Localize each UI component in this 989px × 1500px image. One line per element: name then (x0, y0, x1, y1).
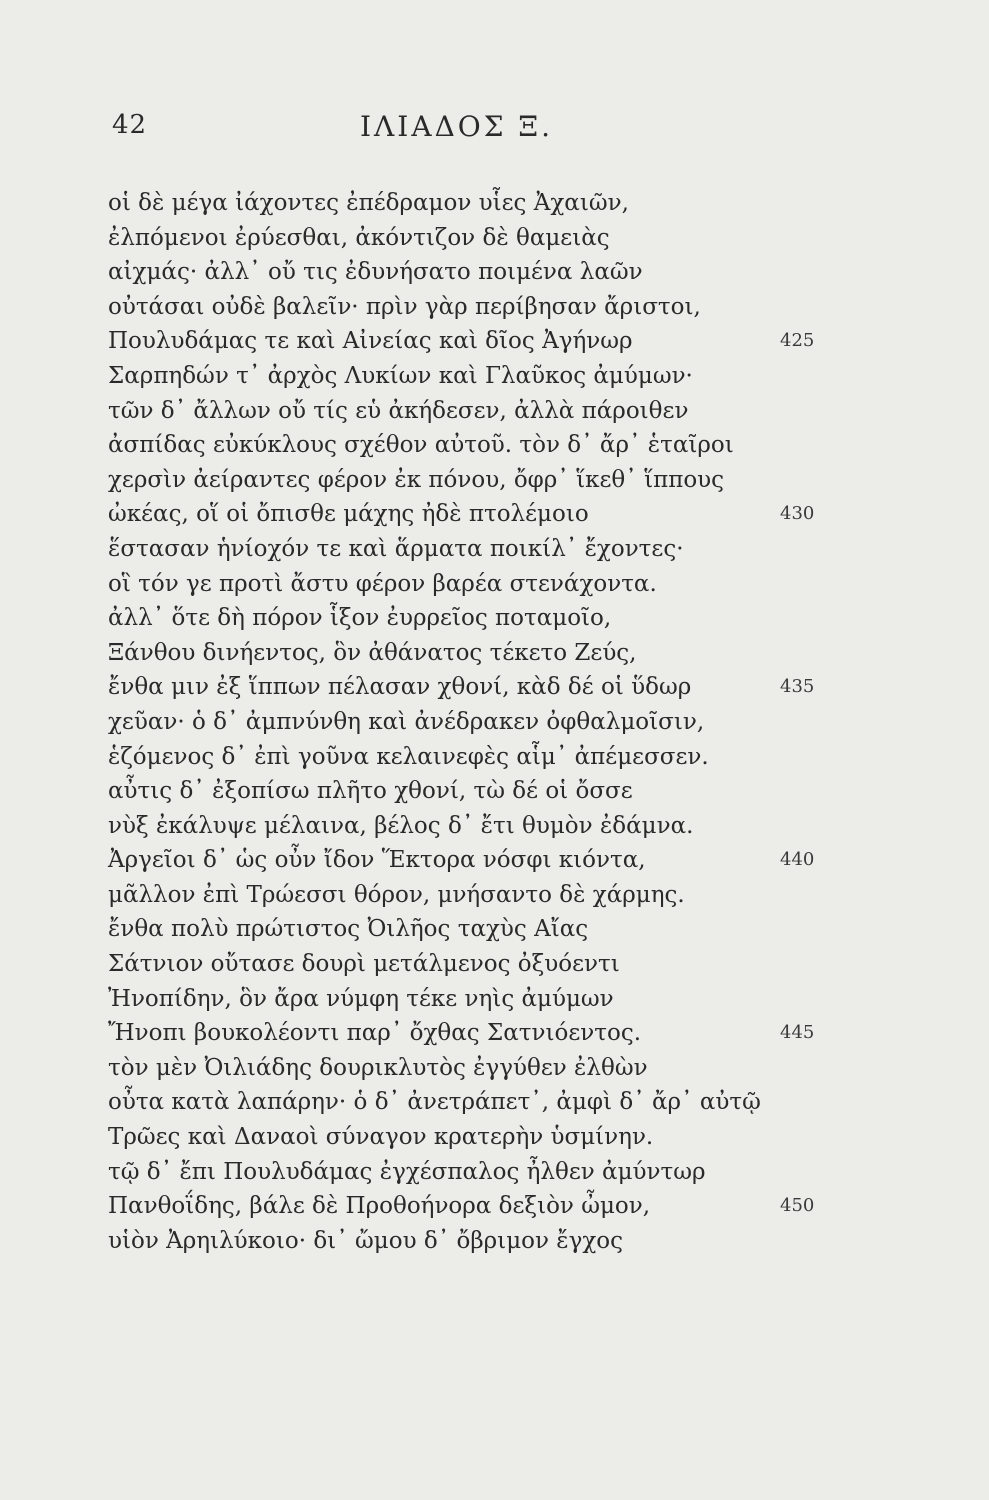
verse-line (108, 1051, 868, 1086)
verse-line (108, 705, 868, 740)
verse-line (108, 774, 868, 809)
verse-text: Πουλυδάμας τε καὶ Αἰνείας καὶ δῖος Ἀγήνωρ (108, 328, 633, 355)
verse-text: Σάτνιον οὔτασε δουρὶ μετάλμενος ὀξυόεντι (108, 951, 620, 978)
verse-text: οὖτα κατὰ λαπάρην· ὁ δ᾽ ἀνετράπετ᾽, ἀμφὶ δ᾽ ἄρ᾽ αὐτῷ (108, 1089, 761, 1116)
verse-text: χεῦαν· ὁ δ᾽ ἀμπνύνθη καὶ ἀνέδρακεν ὀφθαλμοῖσιν, (108, 708, 705, 735)
line-number: 450 (780, 1195, 815, 1217)
verse-text: Ἀργεῖοι δ᾽ ὡς οὖν ἴδον Ἕκτορα νόσφι κιόντα, (108, 847, 646, 874)
verse-text: οἱ δὲ μέγα ἰάχοντες ἐπέδραμον υἷες Ἀχαιῶν, (108, 190, 629, 216)
line-number: 445 (780, 1022, 815, 1044)
verse-line (108, 740, 868, 775)
verse-line (108, 843, 868, 878)
verse-text: ἀσπίδας εὐκύκλους σχέθον αὐτοῦ. τὸν δ᾽ ἄρ᾽ ἑταῖροι (108, 432, 734, 459)
book-title: ΙΛΙΑΔΟΣ Ξ. (360, 110, 554, 143)
verse-text: υἱὸν Ἀρηιλύκοιο· δι᾽ ὤμου δ᾽ ὄβριμον ἔγχος (108, 1227, 624, 1254)
verse-text: οἳ τόν γε προτὶ ἄστυ φέρον βαρέα στενάχοντα. (108, 570, 657, 597)
verse-text: Πανθοΐδης, βάλε δὲ Προθοήνορα δεξιὸν ὦμον, (108, 1193, 651, 1220)
verse-line (108, 359, 868, 394)
verse-text: αἰχμάς· ἀλλ᾽ οὔ τις ἐδυνήσατο ποιμένα λαῶν (108, 259, 643, 286)
line-number: 425 (780, 330, 815, 352)
running-head (0, 110, 989, 150)
verse-text: Ἠνοπίδην, ὃν ἄρα νύμφη τέκε νηὶς ἀμύμων (108, 985, 614, 1012)
verse-line (108, 428, 868, 463)
verse-text: τῷ δ᾽ ἔπι Πουλυδάμας ἐγχέσπαλος ἦλθεν ἀμύντωρ (108, 1158, 706, 1185)
verse-text: ἔνθα πολὺ πρώτιστος Ὀιλῆος ταχὺς Αἴας (108, 916, 589, 943)
verse-line (108, 878, 868, 913)
line-number: 440 (780, 849, 815, 871)
verse-line (108, 982, 868, 1017)
verse-text: μᾶλλον ἐπὶ Τρώεσσι θόρον, μνήσαντο δὲ χάρμης. (108, 881, 685, 908)
verse-line (108, 463, 868, 498)
verse-text: νὺξ ἐκάλυψε μέλαινα, βέλος δ᾽ ἔτι θυμὸν ἐδάμνα. (108, 812, 694, 839)
line-number: 430 (780, 503, 815, 525)
verse-line (108, 221, 868, 256)
verse-line (108, 809, 868, 844)
verse-text: τὸν μὲν Ὀιλιάδης δουρικλυτὸς ἐγγύθεν ἐλθὼν (108, 1054, 648, 1081)
verse-line (108, 532, 868, 567)
verse-text: ἀλλ᾽ ὅτε δὴ πόρον ἷξον ἐυρρεῖος ποταμοῖο, (108, 605, 612, 632)
verse-line (108, 1155, 868, 1190)
verse-line (108, 255, 868, 290)
verse-line (108, 290, 868, 325)
verse-line (108, 1224, 868, 1259)
verse-line (108, 912, 868, 947)
verse-line (108, 947, 868, 982)
verse-block (108, 186, 868, 1258)
line-number: 435 (780, 676, 815, 698)
verse-text: τῶν δ᾽ ἄλλων οὔ τίς εὑ ἀκήδεσεν, ἀλλὰ πάροιθεν (108, 397, 689, 424)
verse-line (108, 1120, 868, 1155)
verse-line (108, 601, 868, 636)
verse-text: ὠκέας, οἵ οἱ ὄπισθε μάχης ἠδὲ πτολέμοιο (108, 501, 589, 528)
verse-text: χερσὶν ἀείραντες φέρον ἐκ πόνου, ὄφρ᾽ ἵκεθ᾽ ἵππους (108, 466, 725, 493)
verse-line (108, 1189, 868, 1224)
verse-line (108, 670, 868, 705)
verse-text: Σαρπηδών τ᾽ ἀρχὸς Λυκίων καὶ Γλαῦκος ἀμύμων· (108, 362, 693, 389)
page-number: 42 (112, 110, 148, 140)
verse-text: οὐτάσαι οὐδὲ βαλεῖν· πρὶν γὰρ περίβησαν ἄριστοι, (108, 293, 701, 320)
verse-text: ἔνθα μιν ἐξ ἵππων πέλασαν χθονί, κὰδ δέ οἱ ὕδωρ (108, 674, 692, 701)
verse-line (108, 186, 868, 221)
verse-text: Ἤνοπι βουκολέοντι παρ᾽ ὄχθας Σατνιόεντος. (108, 1020, 642, 1047)
verse-text: ἑζόμενος δ᾽ ἐπὶ γοῦνα κελαινεφὲς αἷμ᾽ ἀπέμεσσεν. (108, 743, 709, 770)
verse-text: αὖτις δ᾽ ἐξοπίσω πλῆτο χθονί, τὼ δέ οἱ ὄσσε (108, 778, 633, 805)
verse-line (108, 1085, 868, 1120)
verse-line (108, 636, 868, 671)
verse-line (108, 324, 868, 359)
verse-line (108, 497, 868, 532)
verse-text: ἕστασαν ἡνίοχόν τε καὶ ἅρματα ποικίλ᾽ ἔχοντες· (108, 535, 684, 562)
verse-text: Ξάνθου δινήεντος, ὃν ἀθάνατος τέκετο Ζεύς, (108, 639, 637, 666)
verse-text: Τρῶες καὶ Δαναοὶ σύναγον κρατερὴν ὑσμίνην. (108, 1124, 654, 1151)
verse-line (108, 394, 868, 429)
verse-text: ἐλπόμενοι ἐρύεσθαι, ἀκόντιζον δὲ θαμειὰς (108, 224, 610, 251)
verse-line (108, 567, 868, 602)
verse-line (108, 1016, 868, 1051)
